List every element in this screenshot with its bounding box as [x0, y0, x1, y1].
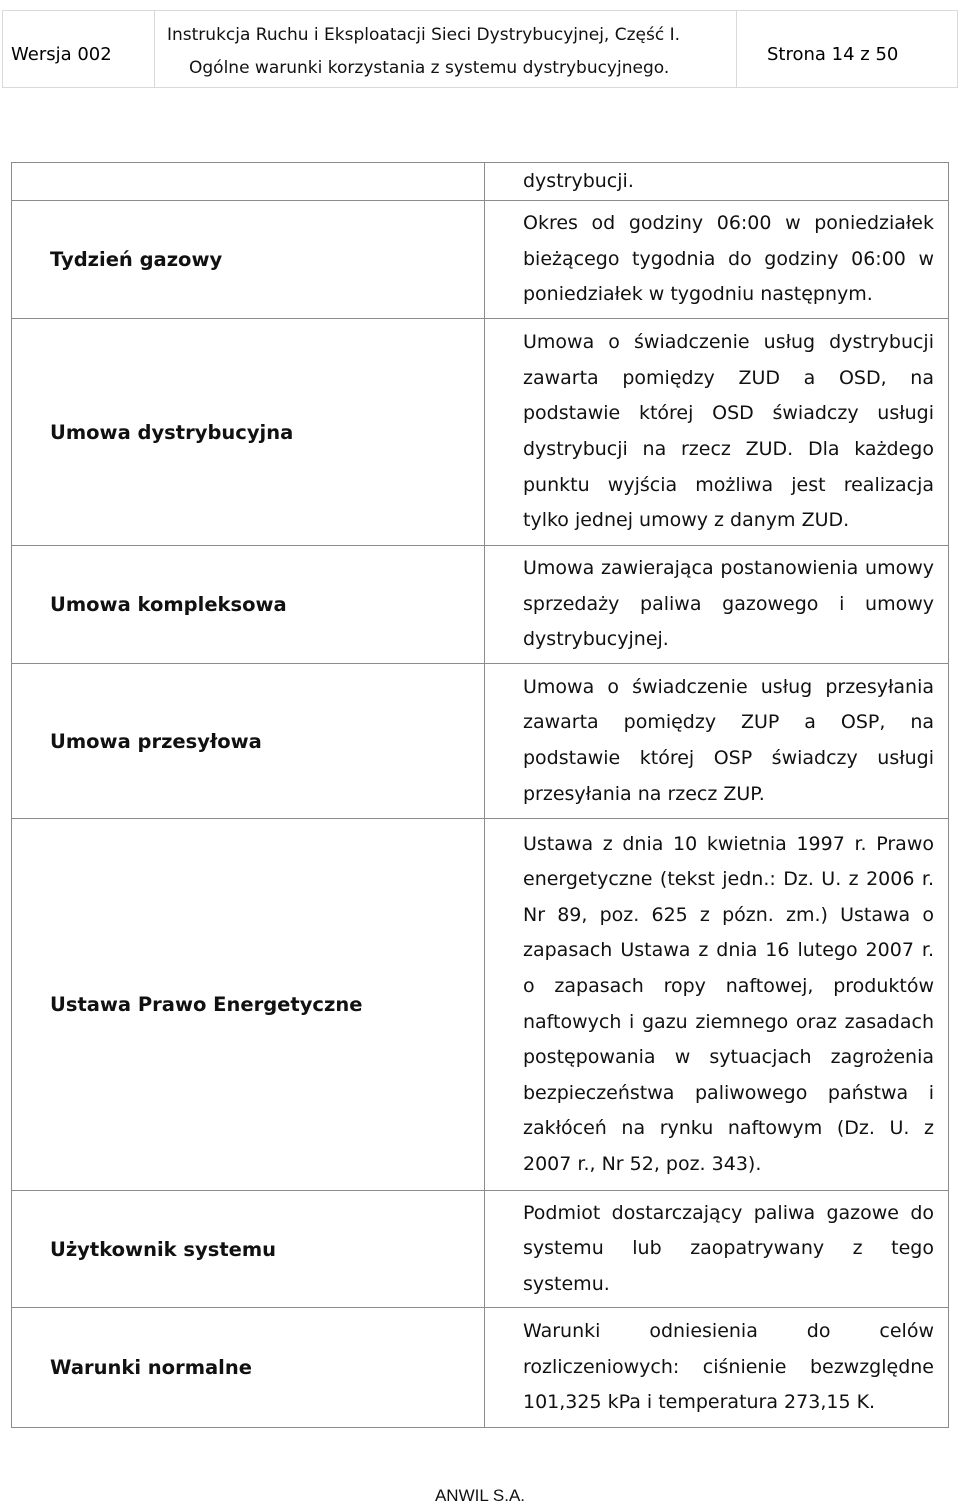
table-row	[12, 819, 949, 1191]
term-cell: Umowa przesyłowa	[12, 664, 485, 819]
definition-cell: Ustawa z dnia 10 kwietnia 1997 r. Prawo energetyczne (tekst jedn.: Dz. U. z 2006 r. Nr 89, poz. 625 z pózn. zm.) Ustawa o zapasach Ustawa z dnia 16 lutego 2007 r. o zapasach ropy naftowej, produktów naftowych i gazu ziemnego oraz zasadach postępowania w sytuacjach zagrożenia bezpieczeństwa paliwowego państwa i zakłóceń na rynku naftowym (Dz. U. z 2007 r., Nr 52, poz. 343).	[485, 819, 949, 1191]
table-row	[12, 1191, 949, 1308]
definition-cell: Umowa o świadczenie usług dystrybucji zawarta pomiędzy ZUD a OSD, na podstawie której OSD świadczy usługi dystrybucji na rzecz ZUD. Dla każdego punktu wyjścia możliwa jest realizacja tylko jednej umowy z danym ZUD.	[485, 319, 949, 546]
header-version-cell	[3, 11, 155, 87]
document-version: Wersja 002	[11, 44, 112, 65]
definition-cell: Podmiot dostarczający paliwa gazowe do systemu lub zaopatrywany z tego systemu.	[485, 1191, 949, 1308]
term-cell	[12, 163, 485, 201]
table-row	[12, 1308, 949, 1428]
document-subtitle: Ogólne warunki korzystania z systemu dystrybucyjnego.	[189, 58, 670, 78]
document-title: Instrukcja Ruchu i Eksploatacji Sieci Dystrybucyjnej, Część I.	[167, 25, 681, 45]
header-title-cell	[155, 11, 737, 87]
definition-cell: Okres od godziny 06:00 w poniedziałek bieżącego tygodnia do godziny 06:00 w poniedziałek w tygodniu następnym.	[485, 201, 949, 319]
term-cell: Umowa kompleksowa	[12, 546, 485, 664]
page-number: Strona 14 z 50	[767, 44, 899, 65]
definition-cell: dystrybucji.	[485, 163, 949, 201]
definition-cell: Warunki odniesienia do celów rozliczeniowych: ciśnienie bezwzględne 101,325 kPa i temperatura 273,15 K.	[485, 1308, 949, 1428]
term-cell: Umowa dystrybucyjna	[12, 319, 485, 546]
table-row	[12, 319, 949, 546]
table-row	[12, 546, 949, 664]
header-page-cell	[737, 11, 957, 87]
page-header	[2, 10, 958, 88]
term-cell: Użytkownik systemu	[12, 1191, 485, 1308]
table-row	[12, 201, 949, 319]
term-cell: Ustawa Prawo Energetyczne	[12, 819, 485, 1191]
term-cell: Tydzień gazowy	[12, 201, 485, 319]
table-row	[12, 664, 949, 819]
definitions-table	[11, 162, 949, 1428]
table-row	[12, 163, 949, 201]
definition-cell: Umowa o świadczenie usług przesyłania zawarta pomiędzy ZUP a OSP, na podstawie której OSP świadczy usługi przesyłania na rzecz ZUP.	[485, 664, 949, 819]
footer-company: ANWIL S.A.	[434, 1486, 526, 1505]
term-cell: Warunki normalne	[12, 1308, 485, 1428]
definition-cell: Umowa zawierająca postanowienia umowy sprzedaży paliwa gazowego i umowy dystrybucyjnej.	[485, 546, 949, 664]
